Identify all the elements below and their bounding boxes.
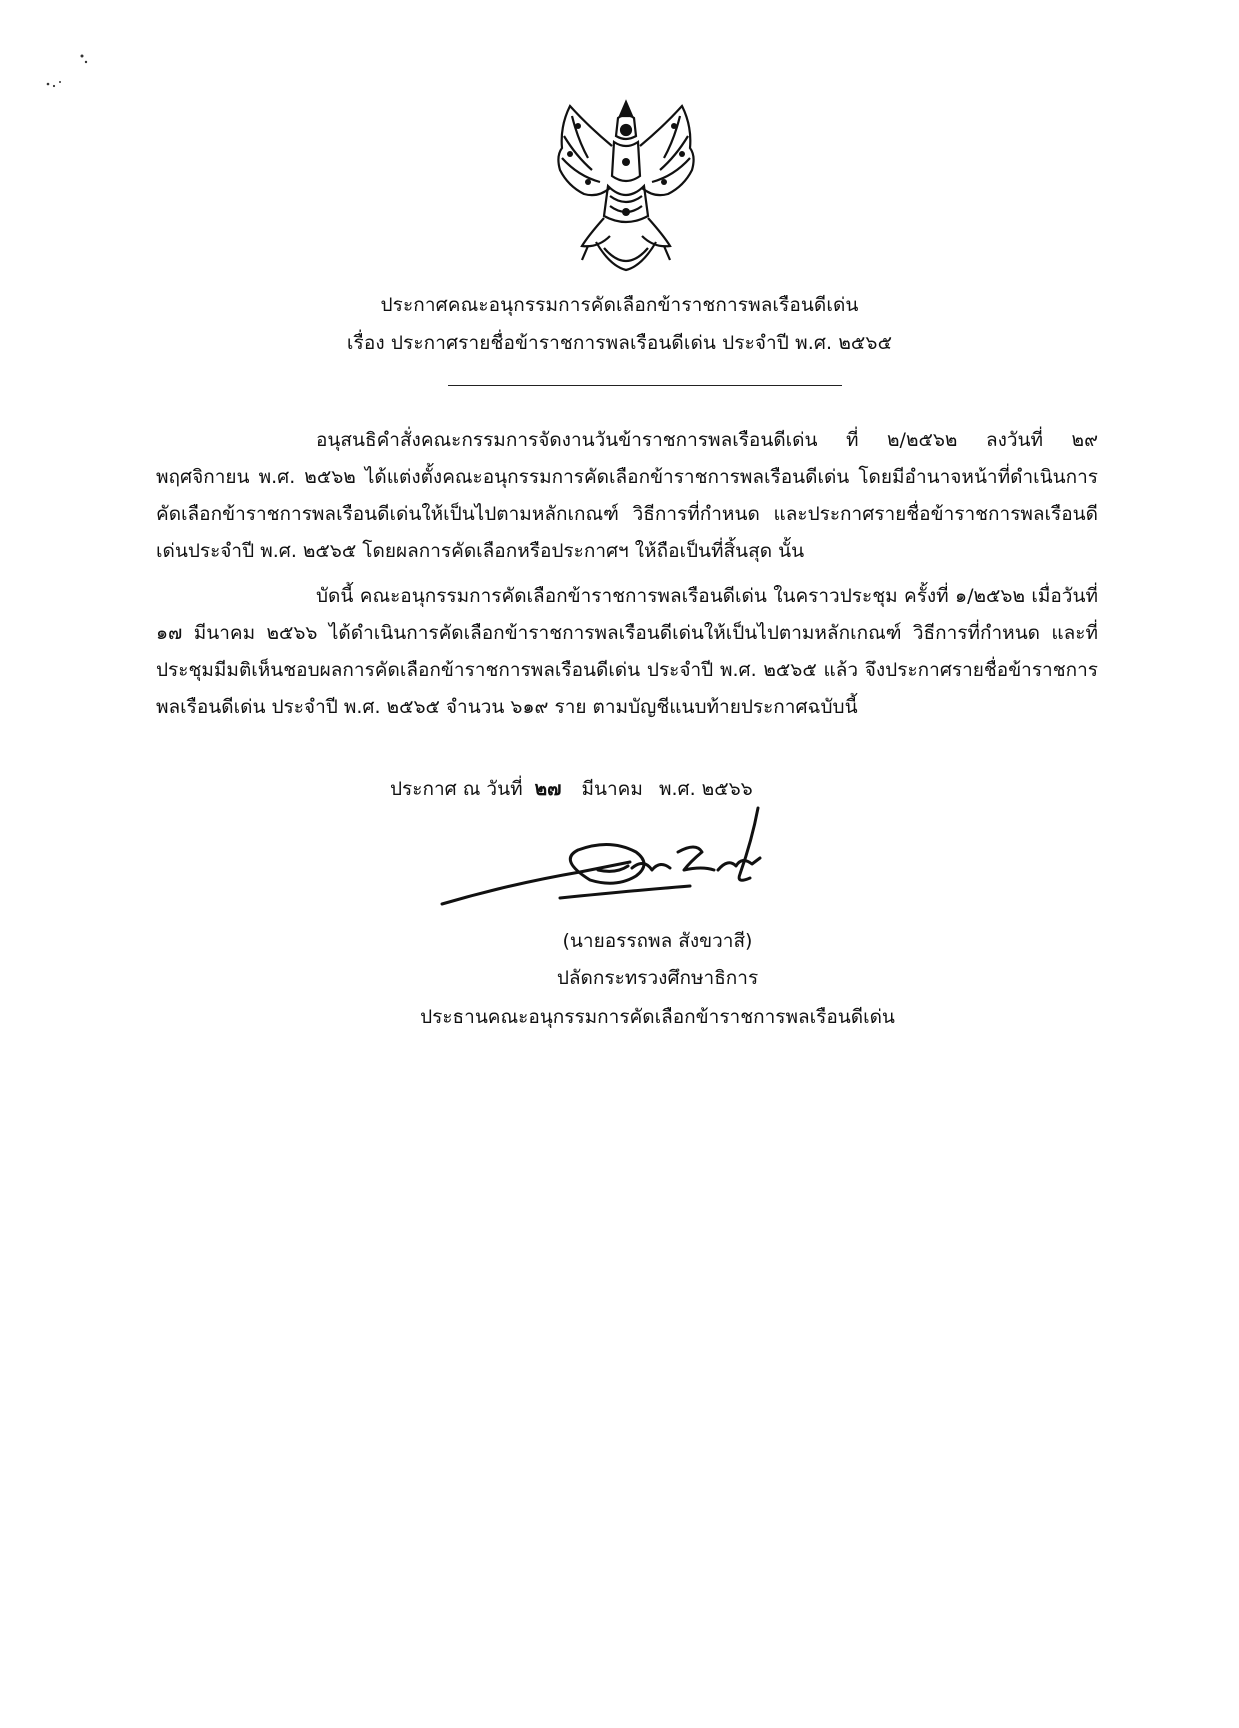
signatory-position: ปลัดกระทรวงศึกษาธิการ xyxy=(556,967,759,989)
signatory-name: (นายอรรถพล สังขวาสี) xyxy=(562,930,753,952)
date-month: มีนาคม xyxy=(581,778,643,800)
body-paragraph-1 xyxy=(156,422,1098,570)
divider-line xyxy=(448,385,842,386)
announcement-title: ประกาศคณะอนุกรรมการคัดเลือกข้าราชการพลเรือนดีเด่น xyxy=(380,294,859,316)
body-paragraph-2 xyxy=(156,578,1098,726)
announcement-subject: เรื่อง ประกาศรายชื่อข้าราชการพลเรือนดีเด่น ประจำปี พ.ศ. ๒๕๖๕ xyxy=(346,332,893,354)
date-day: ๒๗ xyxy=(534,778,562,800)
garuda-emblem-icon xyxy=(548,96,704,276)
paragraph-2-text: บัดนี้ คณะอนุกรรมการคัดเลือกข้าราชการพลเรือนดีเด่น ในคราวประชุม ครั้งที่ ๑/๒๕๖๒ เมื่อวันที่ ๑๗ มีนาคม ๒๕๖๖ ได้ดำเนินการคัดเลือกข้าราชการพลเรือนดีเด่นให้เป็นไปตามหลักเกณฑ์ วิธีการที่กำหนด และที่ประชุมมีมติเห็นชอบผลการคัดเลือกข้าราชการพลเรือนดีเด่น ประจำปี พ.ศ. ๒๕๖๕ แล้ว จึงประกาศรายชื่อข้าราชการพลเรือนดีเด่น ประจำปี พ.ศ. ๒๕๖๕ จำนวน ๖๑๙ ราย ตามบัญชีแนบท้ายประกาศฉบับนี้ xyxy=(156,585,1098,718)
handwritten-signature xyxy=(440,800,820,910)
scan-specks xyxy=(40,48,100,98)
date-prefix: ประกาศ ณ วันที่ xyxy=(390,778,523,800)
signatory-role: ประธานคณะอนุกรรมการคัดเลือกข้าราชการพลเรือนดีเด่น xyxy=(420,1006,895,1028)
date-year: พ.ศ. ๒๕๖๖ xyxy=(658,778,753,800)
paragraph-1-text: อนุสนธิคำสั่งคณะกรรมการจัดงานวันข้าราชการพลเรือนดีเด่น ที่ ๒/๒๕๖๒ ลงวันที่ ๒๙ พฤศจิกายน พ.ศ. ๒๕๖๒ ได้แต่งตั้งคณะอนุกรรมการคัดเลือกข้าราชการพลเรือนดีเด่น โดยมีอำนาจหน้าที่ดำเนินการคัดเลือกข้าราชการพลเรือนดีเด่นให้เป็นไปตามหลักเกณฑ์ วิธีการที่กำหนด และประกาศรายชื่อข้าราชการพลเรือนดีเด่นประจำปี พ.ศ. ๒๕๖๕ โดยผลการคัดเลือกหรือประกาศฯ ให้ถือเป็นที่สิ้นสุด นั้น xyxy=(156,429,1098,562)
